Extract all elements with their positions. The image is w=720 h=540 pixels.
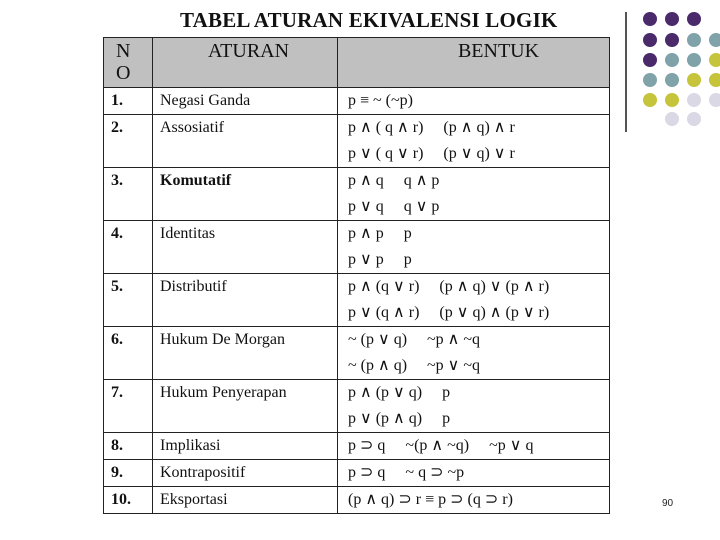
rule-form: [338, 460, 610, 487]
rule-name: Assosiatif: [153, 115, 338, 168]
slide-title: TABEL ATURAN EKIVALENSI LOGIK: [180, 8, 558, 32]
row-number: 3.: [104, 168, 153, 221]
row-number: 7.: [104, 380, 153, 433]
dot-lavender: [665, 112, 679, 126]
rule-name: Implikasi: [153, 433, 338, 460]
dot-olive: [709, 53, 720, 67]
dot-teal: [687, 33, 701, 47]
dot-teal: [665, 53, 679, 67]
rule-form: [338, 487, 610, 514]
rule-form: [338, 88, 610, 115]
rule-form: [338, 327, 610, 380]
dot-olive: [687, 73, 701, 87]
table-row: [104, 380, 610, 433]
table-row: [104, 460, 610, 487]
table-row: [104, 327, 610, 380]
rule-name: Distributif: [153, 274, 338, 327]
dot-teal: [687, 53, 701, 67]
table-row: [104, 221, 610, 274]
row-number: 1.: [104, 88, 153, 115]
dot-teal: [643, 73, 657, 87]
rule-name: Kontrapositif: [153, 460, 338, 487]
dot-lavender: [709, 93, 720, 107]
rule-form: [338, 274, 610, 327]
rule-form: [338, 115, 610, 168]
table-row: [104, 274, 610, 327]
dot-olive: [709, 73, 720, 87]
dot-purple: [665, 33, 679, 47]
dot-lavender: [687, 112, 701, 126]
dot-olive: [643, 93, 657, 107]
dot-lavender: [687, 93, 701, 107]
dot-purple: [643, 12, 657, 26]
form-line: p ∧ q q ∧ p: [348, 172, 440, 189]
form-line: p ∨ ( q ∨ r) (p ∨ q) ∨ r: [348, 145, 515, 162]
dot-purple: [643, 53, 657, 67]
rule-name: Eksportasi: [153, 487, 338, 514]
form-line: p ∧ p p: [348, 225, 412, 242]
rule-name: Identitas: [153, 221, 338, 274]
form-line: p ∨ q q ∨ p: [348, 198, 440, 215]
rule-form: [338, 221, 610, 274]
table-row: [104, 487, 610, 514]
row-number: 10.: [104, 487, 153, 514]
page-number: 90: [662, 498, 674, 509]
row-number: 9.: [104, 460, 153, 487]
header-no: N O: [104, 38, 153, 88]
dot-purple: [687, 12, 701, 26]
form-line: (p ∧ q) ⊃ r ≡ p ⊃ (q ⊃ r): [348, 491, 513, 508]
header-form: BENTUK: [338, 38, 610, 88]
form-line: p ∨ (p ∧ q) p: [348, 410, 451, 427]
row-number: 4.: [104, 221, 153, 274]
table-row: [104, 433, 610, 460]
dot-olive: [665, 93, 679, 107]
form-line: ~ (p ∧ q) ~p ∨ ~q: [348, 357, 481, 374]
rule-form: [338, 168, 610, 221]
form-line: p ∧ (q ∨ r) (p ∧ q) ∨ (p ∧ r): [348, 278, 550, 295]
form-line: ~ (p ∨ q) ~p ∧ ~q: [348, 331, 481, 348]
equivalence-rules-table: [103, 37, 610, 514]
decorative-divider: [625, 12, 627, 132]
form-line: p ∧ ( q ∧ r) (p ∧ q) ∧ r: [348, 119, 515, 136]
row-number: 6.: [104, 327, 153, 380]
rule-name: Negasi Ganda: [153, 88, 338, 115]
row-number: 8.: [104, 433, 153, 460]
form-line: p ≡ ~ (~p): [348, 92, 413, 109]
form-line: p ⊃ q ~(p ∧ ~q) ~p ∨ q: [348, 437, 534, 454]
dot-teal: [709, 33, 720, 47]
dot-purple: [665, 12, 679, 26]
dot-teal: [665, 73, 679, 87]
form-line: p ∧ (p ∨ q) p: [348, 384, 451, 401]
row-number: 2.: [104, 115, 153, 168]
form-line: p ⊃ q ~ q ⊃ ~p: [348, 464, 465, 481]
decorative-dot-grid: [643, 12, 720, 124]
rule-form: [338, 380, 610, 433]
rule-name: Komutatif: [153, 168, 338, 221]
rule-form: [338, 433, 610, 460]
rule-name: Hukum Penyerapan: [153, 380, 338, 433]
form-line: p ∨ (q ∧ r) (p ∨ q) ∧ (p ∨ r): [348, 304, 550, 321]
table-row: [104, 115, 610, 168]
form-line: p ∨ p p: [348, 251, 412, 268]
dot-purple: [643, 33, 657, 47]
rule-name: Hukum De Morgan: [153, 327, 338, 380]
header-rule: ATURAN: [153, 38, 338, 88]
table-header-row: [104, 38, 610, 88]
table-row: [104, 168, 610, 221]
table-row: [104, 88, 610, 115]
row-number: 5.: [104, 274, 153, 327]
